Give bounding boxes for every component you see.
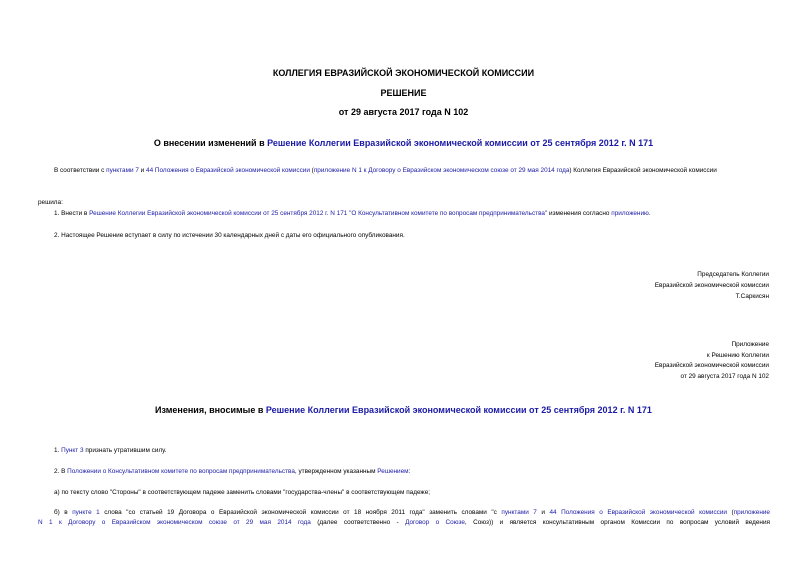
signature-name: Т.Саркисян: [735, 293, 769, 300]
change4b-text-2: , Союз)) и является консультативным органом Комиссии по вопросам условий ведения: [464, 519, 770, 526]
change4-regulation-link[interactable]: 44 Положения о Евразийской экономической комиссии: [549, 509, 727, 516]
change-b-continuation: [38, 518, 770, 528]
item-1-paragraph: [54, 209, 651, 219]
change4-text-3: и: [536, 509, 550, 516]
item1-decision-link[interactable]: Решение Коллегии Евразийской экономической комиссии от 25 сентября 2012 г. N 171 "О Консультативном комитете по вопросам предпринимательства": [89, 210, 548, 217]
change1-point-link[interactable]: Пункт 3: [61, 447, 84, 454]
preamble-text-3: (: [309, 167, 314, 174]
appendix-line-2: к Решению Коллегии: [706, 351, 769, 359]
change2-text-2: , утвержденном указанным: [294, 468, 378, 475]
change1-text-2: признать утратившим силу.: [83, 447, 167, 454]
signature-line-2: Евразийской экономической комиссии: [654, 282, 769, 289]
preamble-paragraph: [38, 166, 770, 176]
change4-text-4: (: [727, 509, 734, 516]
change2-decision-link[interactable]: Решением: [377, 468, 409, 475]
preamble-link-regulation[interactable]: 44 Положения о Евразийской экономической комиссии: [146, 167, 310, 174]
item1-text-1: 1. Внести в: [54, 210, 90, 217]
change2-text-1: 2. В: [54, 468, 68, 475]
item1-text-3: .: [648, 210, 651, 217]
change4-text-1: б) в: [54, 509, 73, 516]
change-2-paragraph: [54, 467, 410, 477]
doc-date-number: от 29 августа 2017 года N 102: [338, 107, 469, 117]
change2-regulation-link[interactable]: Положении о Консультативном комитете по вопросам предпринимательства: [67, 468, 295, 475]
preamble-link-treaty[interactable]: приложение N 1 к Договору о Евразийском экономическом союзе от 29 мая 2014 года: [313, 167, 570, 174]
change2-text-3: :: [408, 468, 411, 475]
changes-title-prefix: Изменения, вносимые в: [155, 405, 266, 415]
appendix-line-4: от 29 августа 2017 года N 102: [680, 372, 769, 380]
change1-text-1: 1.: [54, 447, 62, 454]
reshila-label: решила:: [38, 199, 63, 206]
change4-appendix-link[interactable]: приложение: [733, 509, 770, 516]
doc-subject: [0, 138, 807, 148]
changes-title: [0, 405, 807, 415]
preamble-text-4: ) Коллегия Евразийской экономической комиссии: [569, 167, 717, 174]
doc-type-heading: РЕШЕНИЕ: [380, 88, 427, 98]
appendix-line-1: Приложение: [731, 341, 769, 348]
change-1-paragraph: [54, 446, 167, 456]
org-heading: КОЛЛЕГИЯ ЕВРАЗИЙСКОЙ ЭКОНОМИЧЕСКОЙ КОМИССИИ: [272, 68, 535, 78]
subject-prefix: О внесении изменений в: [153, 138, 268, 148]
item1-appendix-link[interactable]: приложению: [611, 210, 649, 217]
change-a-paragraph: а) по тексту слово "Стороны" в соответствующем падеже заменить словами "государства-члены" в соответствующем падеже;: [54, 489, 431, 496]
preamble-link-points[interactable]: пунктами 7: [106, 167, 139, 174]
changes-decision-link[interactable]: Решение Коллегии Евразийской экономической комиссии от 25 сентября 2012 г. N 171: [265, 405, 652, 415]
change4-points-link[interactable]: пунктами 7: [501, 509, 537, 516]
preamble-text-2: и: [138, 167, 147, 174]
signature-block: [655, 269, 769, 302]
change4b-treaty-link[interactable]: N 1 к Договору о Евразийском экономическом союзе от 29 мая 2014 года: [38, 519, 311, 526]
preamble-text-1: В соответствии с: [54, 167, 107, 174]
change-b-paragraph: [38, 508, 770, 518]
change4-point-link[interactable]: пункте 1: [72, 509, 100, 516]
subject-decision-link[interactable]: Решение Коллегии Евразийской экономической комиссии от 25 сентября 2012 г. N 171: [267, 138, 654, 148]
change4-text-2: слова "со статьей 19 Договора о Евразийской экономической комиссии от 18 ноября 2011 года" заменить словами "с: [99, 509, 502, 516]
appendix-header-block: [655, 340, 769, 382]
item1-text-2: изменения согласно: [547, 210, 612, 217]
signature-line-1: Председатель Коллегии: [697, 271, 769, 278]
change4b-text-1: (далее соответственно -: [310, 519, 406, 526]
item-2-paragraph: 2. Настоящее Решение вступает в силу по истечении 30 календарных дней с даты его официального опубликования.: [54, 232, 405, 239]
appendix-line-3: Евразийской экономической комиссии: [654, 362, 769, 369]
change4b-union-treaty-link[interactable]: Договор о Союзе: [405, 519, 465, 526]
